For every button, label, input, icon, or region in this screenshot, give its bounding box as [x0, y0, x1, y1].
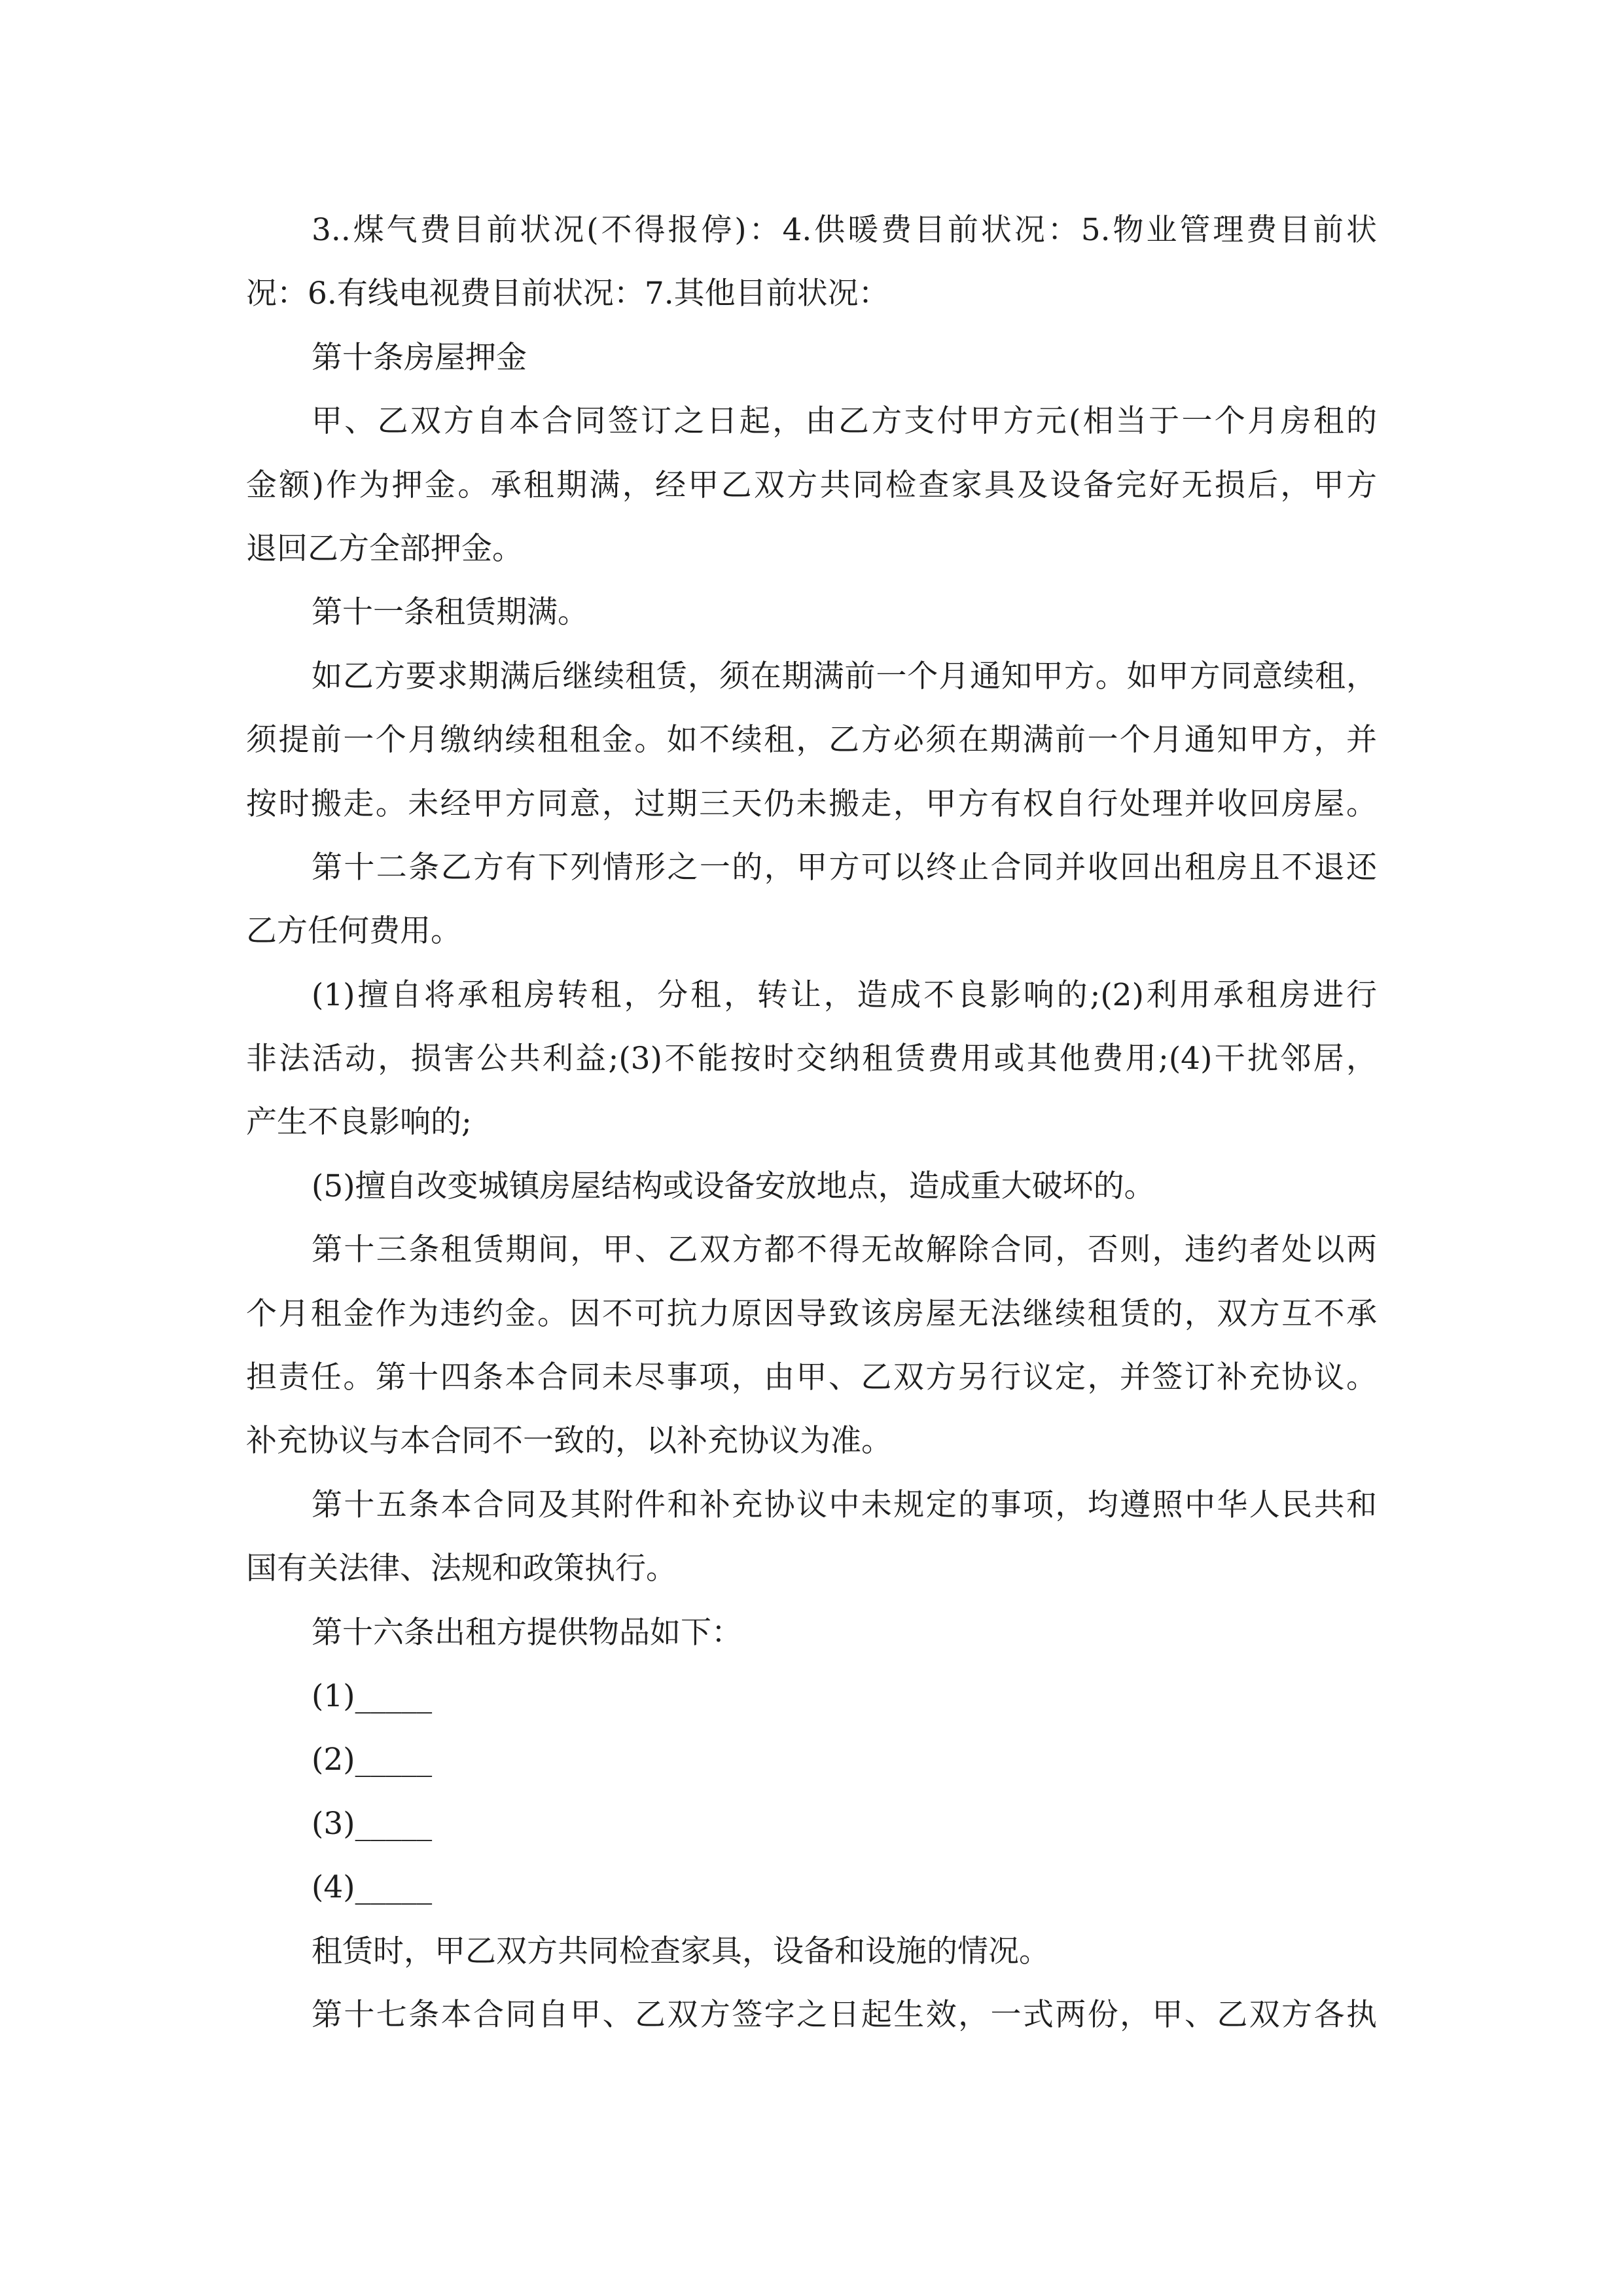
text-line: 非法活动，损害公共利益;(3)不能按时交纳租赁费用或其他费用;(4)干扰邻居， — [246, 1041, 1377, 1077]
text-line: 按时搬走。未经甲方同意，过期三天仍未搬走，甲方有权自行处理并收回房屋。 — [246, 785, 1377, 822]
text-line: 乙方任何费用。 — [246, 913, 461, 950]
text-line: 3..煤气费目前状况(不得报停)：4.供暖费目前状况：5.物业管理费目前状 — [312, 212, 1377, 248]
body-text — [246, 198, 1377, 2047]
clause-13-14-paragraph — [246, 1218, 1377, 1473]
text-line: 况：6.有线电视费目前状况：7.其他目前状况： — [246, 276, 889, 312]
text-line: (5)擅自改变城镇房屋结构或设备安放地点，造成重大破坏的。 — [312, 1168, 1155, 1204]
provided-item-1 — [246, 1664, 1377, 1728]
text-line: 甲、乙双方自本合同签订之日起，由乙方支付甲方元(相当于一个月房租的 — [312, 403, 1377, 440]
clause-10-body — [246, 389, 1377, 581]
clause-12-items-1-4 — [246, 963, 1377, 1155]
text-line: 第十一条租赁期满。 — [312, 594, 588, 631]
text-line: 产生不良影响的; — [246, 1104, 472, 1141]
clause-12-paragraph — [246, 836, 1377, 963]
utility-status-paragraph — [246, 198, 1377, 326]
provided-item-2 — [246, 1728, 1377, 1791]
text-line: 第十二条乙方有下列情形之一的，甲方可以终止合同并收回出租房且不退还 — [312, 849, 1377, 886]
clause-11-heading — [246, 581, 1377, 644]
text-line: (2)_____ — [312, 1742, 433, 1778]
text-line: 第十条房屋押金 — [312, 339, 527, 376]
text-line: 第十六条出租方提供物品如下： — [312, 1614, 742, 1651]
text-line: 担责任。第十四条本合同未尽事项，由甲、乙双方另行议定，并签订补充协议。 — [246, 1359, 1377, 1396]
text-line: 第十五条本合同及其附件和补充协议中未规定的事项，均遵照中华人民共和 — [312, 1486, 1377, 1523]
clause-12-item-5 — [246, 1155, 1377, 1218]
text-line: 个月租金作为违约金。因不可抗力原因导致该房屋无法继续租赁的，双方互不承 — [246, 1295, 1377, 1332]
text-line: 退回乙方全部押金。 — [246, 530, 523, 567]
clause-16-heading — [246, 1601, 1377, 1664]
text-line: 金额)作为押金。承租期满，经甲乙双方共同检查家具及设备完好无损后，甲方 — [246, 467, 1377, 503]
text-line: 第十三条租赁期间，甲、乙双方都不得无故解除合同，否则，违约者处以两 — [312, 1232, 1377, 1268]
clause-11-body — [246, 645, 1377, 836]
text-line: 如乙方要求期满后继续租赁，须在期满前一个月通知甲方。如甲方同意续租， — [312, 658, 1377, 694]
text-line: 须提前一个月缴纳续租租金。如不续租，乙方必须在期满前一个月通知甲方，并 — [246, 722, 1377, 759]
text-line: 补充协议与本合同不一致的，以补充协议为准。 — [246, 1423, 892, 1460]
provided-item-3 — [246, 1792, 1377, 1856]
text-line: 国有关法律、法规和政策执行。 — [246, 1551, 677, 1587]
text-line: (4)_____ — [312, 1869, 433, 1906]
text-line: 第十七条本合同自甲、乙双方签字之日起生效，一式两份，甲、乙双方各执 — [312, 1996, 1377, 2033]
provided-item-4 — [246, 1856, 1377, 1919]
clause-15-paragraph — [246, 1473, 1377, 1601]
text-line: (3)_____ — [312, 1805, 433, 1842]
text-line: (1)_____ — [312, 1677, 433, 1714]
inspection-note — [246, 1920, 1377, 1983]
clause-10-heading — [246, 326, 1377, 389]
text-line: 租赁时，甲乙双方共同检查家具，设备和设施的情况。 — [312, 1933, 1050, 1969]
text-line: (1)擅自将承租房转租，分租，转让，造成不良影响的;(2)利用承租房进行 — [312, 977, 1377, 1013]
clause-17-paragraph — [246, 1983, 1377, 2047]
